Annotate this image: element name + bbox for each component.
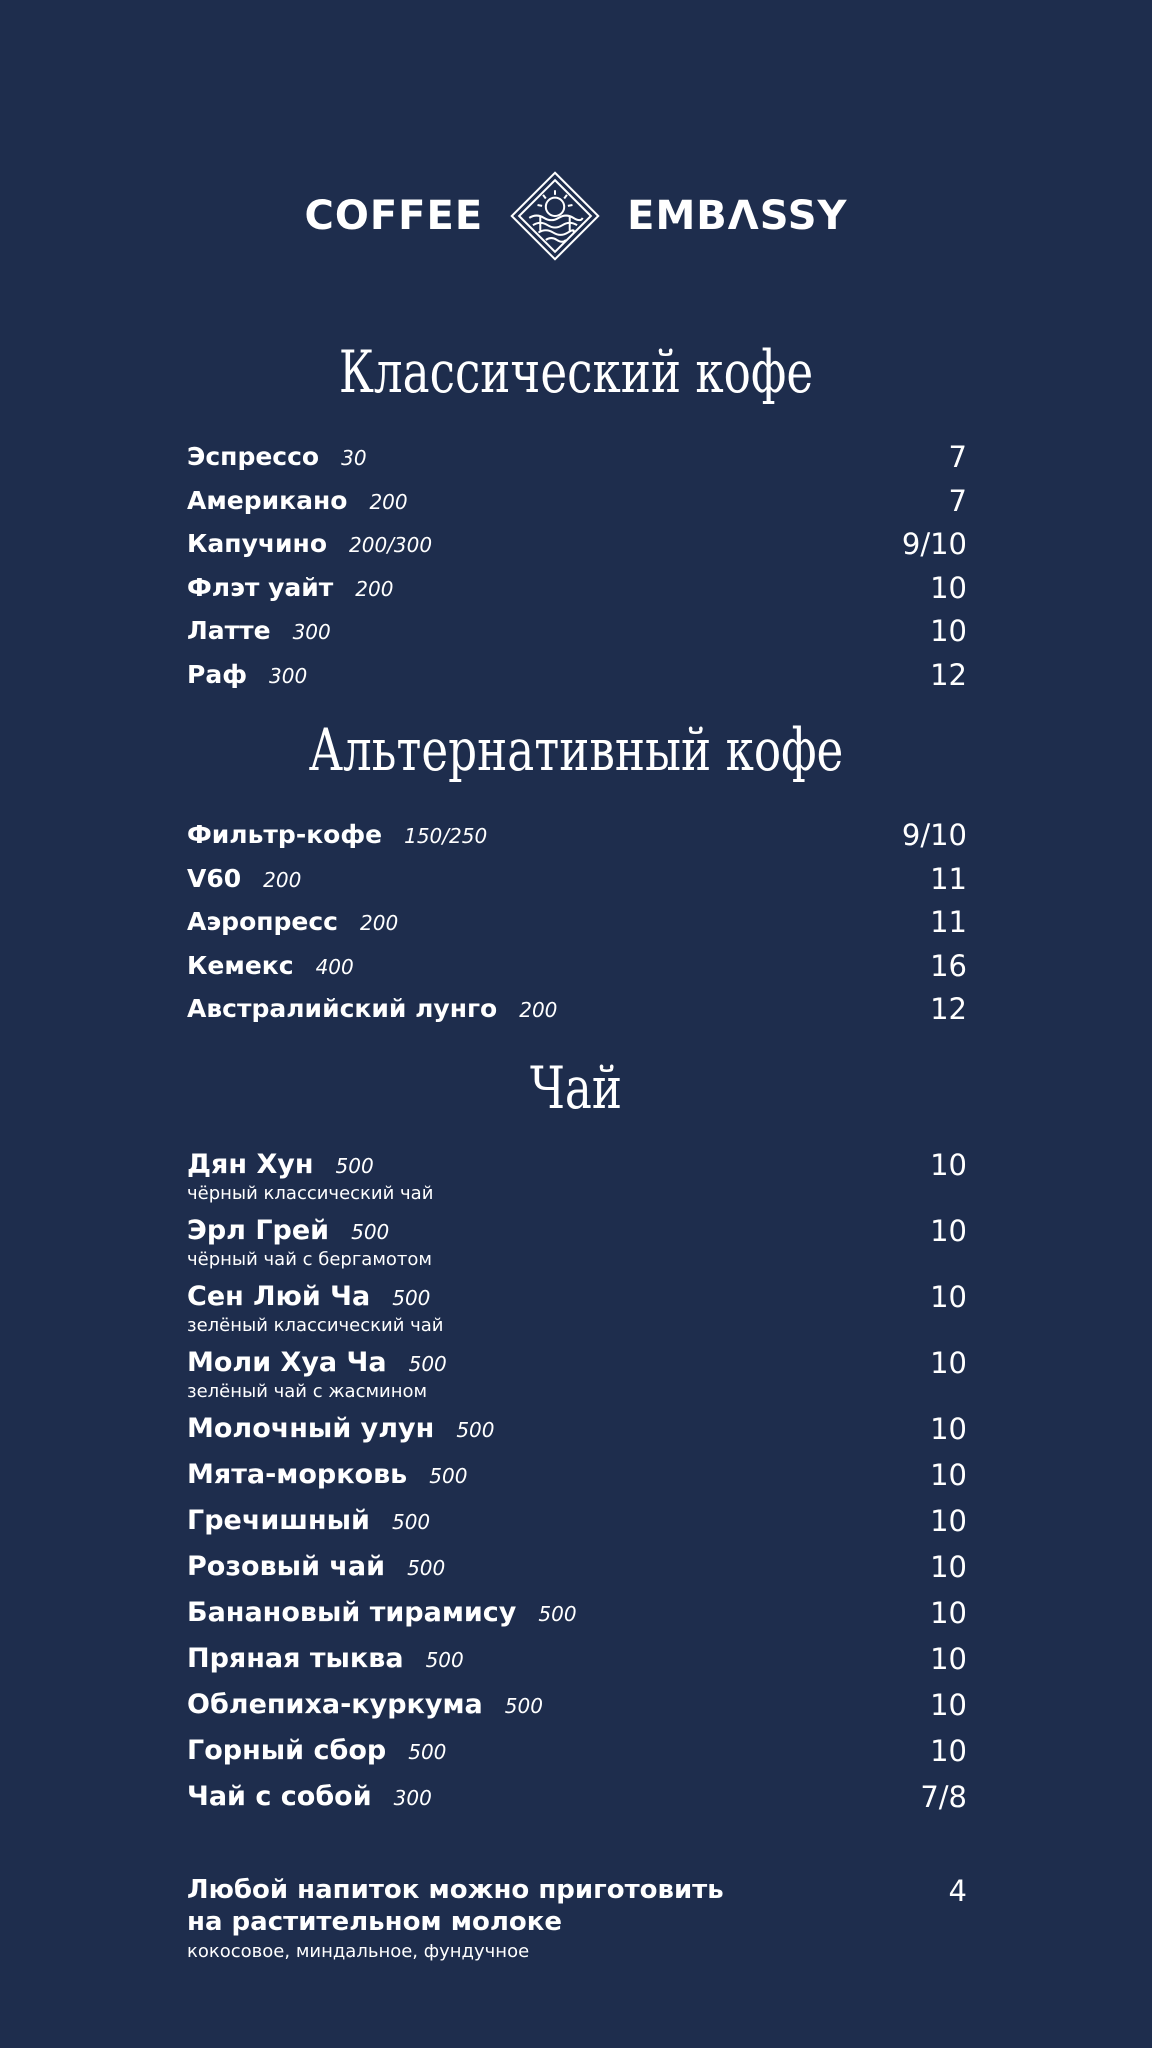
- item-volume: 200: [263, 867, 302, 892]
- menu-item: [187, 484, 967, 528]
- item-name: Чай с собой: [187, 1781, 372, 1812]
- menu-item: [187, 992, 967, 1036]
- item-price: 10: [930, 1214, 967, 1248]
- diamond-sun-waves-logo-icon: [509, 170, 601, 262]
- item-volume: 500: [391, 1510, 431, 1534]
- note-line-1: Любой напиток можно приготовить: [187, 1875, 724, 1905]
- item-price: 7/8: [920, 1780, 967, 1814]
- item-volume: 500: [429, 1464, 468, 1488]
- item-name: Американо: [187, 485, 348, 515]
- item-price: 10: [930, 1148, 967, 1182]
- item-volume: 500: [425, 1648, 464, 1672]
- menu-item: [187, 1550, 967, 1596]
- item-price: 10: [930, 1642, 967, 1676]
- menu-item: [187, 1346, 967, 1412]
- item-name: Эрл Грей: [187, 1215, 330, 1246]
- item-name: Розовый чай: [187, 1551, 386, 1582]
- item-price: 10: [930, 1504, 967, 1538]
- item-volume: 500: [538, 1602, 577, 1626]
- menu-item: [187, 949, 967, 993]
- menu-item: [187, 1504, 967, 1550]
- item-volume: 500: [456, 1418, 495, 1442]
- item-price: 11: [930, 861, 967, 896]
- section-title-classic-coffee: Классический кофе: [338, 338, 814, 406]
- alternative-coffee-list: [187, 818, 967, 1036]
- menu-item: [187, 1148, 967, 1214]
- item-name: Фильтр-кофе: [187, 820, 383, 849]
- brand-header: [0, 168, 1152, 264]
- item-volume: 500: [504, 1694, 543, 1718]
- item-volume: 200: [360, 911, 399, 935]
- item-volume: 400: [315, 954, 354, 979]
- item-volume: 500: [392, 1286, 431, 1310]
- item-price: 9/10: [901, 818, 967, 852]
- item-price: 10: [930, 1346, 967, 1380]
- item-price: 16: [930, 948, 967, 983]
- item-name: Раф: [187, 659, 247, 689]
- item-price: 7: [948, 483, 967, 518]
- menu-item: [187, 1734, 967, 1780]
- item-price: 11: [930, 905, 967, 939]
- item-price: 10: [930, 1596, 967, 1630]
- menu-item: [187, 614, 967, 658]
- menu-item: [187, 1596, 967, 1642]
- item-volume: 150/250: [404, 824, 488, 848]
- item-price: 9/10: [901, 527, 967, 561]
- item-description: чёрный классический чай: [187, 1183, 434, 1204]
- item-volume: 200: [355, 576, 394, 601]
- item-name: Гречишный: [187, 1505, 370, 1536]
- item-volume: 300: [292, 620, 331, 644]
- item-name: Аэропресс: [187, 907, 339, 936]
- item-description: чёрный чай с бергамотом: [187, 1249, 432, 1270]
- item-price: 10: [930, 1412, 967, 1446]
- menu-item: [187, 1642, 967, 1688]
- item-volume: 500: [407, 1556, 446, 1580]
- tea-list: [187, 1148, 967, 1826]
- item-price: 10: [930, 1550, 967, 1584]
- item-name: Кемекс: [187, 950, 294, 980]
- item-name: Облепиха-куркума: [187, 1689, 483, 1720]
- menu-item: [187, 905, 967, 949]
- plant-milk-note: [187, 1874, 967, 1966]
- item-volume: 200: [519, 998, 558, 1022]
- item-price: 10: [930, 1688, 967, 1722]
- item-name: Горный сбор: [187, 1735, 387, 1766]
- item-name: Эспрессо: [187, 442, 320, 471]
- item-name: Дян Хун: [187, 1149, 314, 1180]
- menu-item: [187, 1280, 967, 1346]
- section-title-alternative-coffee: Альтернативный кофе: [308, 716, 844, 784]
- item-name: Флэт уайт: [187, 572, 334, 602]
- note-price: 4: [948, 1874, 967, 1908]
- item-volume: 500: [408, 1352, 447, 1376]
- item-name: Пряная тыква: [187, 1643, 404, 1674]
- item-volume: 300: [393, 1786, 432, 1810]
- menu-item: [187, 1214, 967, 1280]
- menu-item: [187, 1458, 967, 1504]
- item-price: 10: [930, 570, 967, 605]
- note-line-2: на растительном молоке: [187, 1907, 563, 1937]
- item-price: 10: [930, 1458, 967, 1492]
- item-name: Банановый тирамису: [187, 1597, 517, 1628]
- item-volume: 200/300: [349, 533, 433, 557]
- menu-item: [187, 527, 967, 571]
- item-volume: 500: [351, 1220, 390, 1244]
- menu-item: [187, 1780, 967, 1826]
- item-name: Латте: [187, 616, 271, 645]
- item-description: зелёный чай с жасмином: [187, 1381, 428, 1402]
- menu-item: [187, 658, 967, 702]
- item-volume: 500: [335, 1154, 374, 1178]
- note-options: кокосовое, миндальное, фундучное: [187, 1941, 530, 1962]
- item-name: Сен Люй Ча: [187, 1281, 371, 1312]
- menu-item: [187, 1688, 967, 1734]
- classic-coffee-list: [187, 440, 967, 701]
- item-price: 10: [930, 1280, 967, 1314]
- item-price: 12: [930, 657, 967, 692]
- item-price: 12: [930, 992, 967, 1026]
- brand-word-right: EMBΛSSY: [627, 193, 848, 239]
- item-name: Капучино: [187, 529, 328, 558]
- item-name: Мята-морковь: [187, 1459, 408, 1490]
- item-volume: 30: [341, 446, 367, 470]
- menu-item: [187, 818, 967, 862]
- item-name: Моли Хуа Ча: [187, 1347, 387, 1378]
- item-price: 10: [930, 614, 967, 648]
- brand-word-left: COFFEE: [304, 193, 484, 239]
- item-name: Молочный улун: [187, 1413, 435, 1444]
- item-price: 10: [930, 1734, 967, 1768]
- section-title-tea: Чай: [529, 1054, 623, 1122]
- menu-item: [187, 1412, 967, 1458]
- item-volume: 500: [408, 1740, 447, 1764]
- item-description: зелёный классический чай: [187, 1315, 444, 1336]
- menu-item: [187, 571, 967, 615]
- menu-item: [187, 862, 967, 906]
- item-price: 7: [948, 440, 967, 474]
- item-volume: 300: [269, 663, 308, 688]
- menu-item: [187, 440, 967, 484]
- item-volume: 200: [369, 489, 408, 514]
- item-name: V60: [187, 863, 242, 893]
- item-name: Австралийский лунго: [187, 994, 498, 1023]
